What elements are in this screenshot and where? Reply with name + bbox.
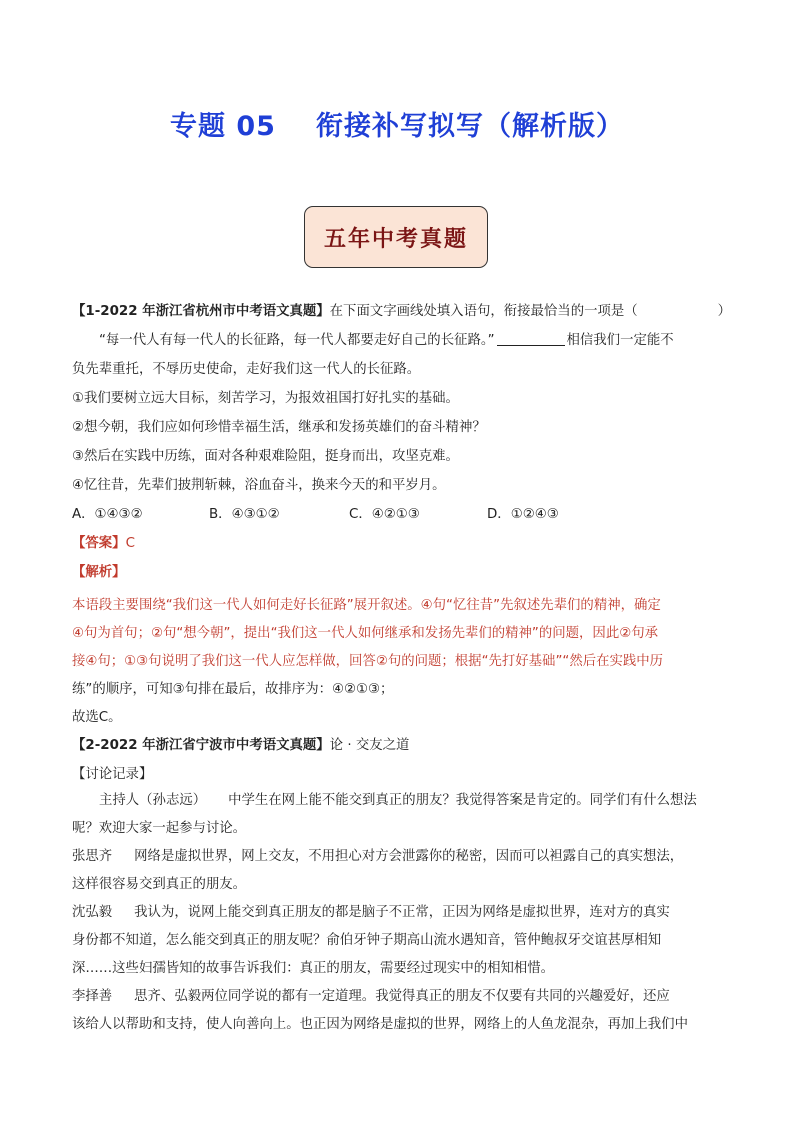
q1-answer xyxy=(72,534,728,554)
speaker-name: 李择善 xyxy=(72,989,113,1004)
q1-item: ④忆往昔，先辈们披荆斩棘，浴血奋斗，换来今天的和平岁月。 xyxy=(72,478,446,493)
answer-label: 【答案】 xyxy=(72,536,126,551)
discussion-entry: 沈弘毅 我认为，说网上能交到真正朋友的都是脑子不正常，正因为网络是虚拟世界，连对方的真实 身份都不知道，怎么能交到真正的朋友呢？俞伯牙钟子期高山流水遇知音，管仲鲍叔牙交谊甚厚相知 深……这些妇孺皆知的故事告诉我们：真正的朋友，需要经过现实中的相知相惜。 xyxy=(72,899,728,983)
title-topic-name: 衔接补写拟写（解析版） xyxy=(315,111,624,142)
discussion-entry: 李择善 思齐、弘毅两位同学说的都有一定道理。我觉得真正的朋友不仅要有共同的兴趣爱好，还应 该给人以帮助和支持，使人向善向上。也正因为网络是虚拟的世界，网络上的人鱼龙混杂，再加上我们中 xyxy=(72,983,728,1039)
analysis-conclusion: 故选C。 xyxy=(72,710,122,725)
analysis-line: 接④句；①③句说明了我们这一代人应怎样做，回答②句的问题；根据“先打好基础”“然后在实践中历 xyxy=(72,654,664,669)
q1-fill-blank xyxy=(497,331,565,346)
page-title xyxy=(0,104,794,143)
q1-passage-continue: 相信我们一定能不 xyxy=(566,333,674,348)
analysis-line: ④句为首句；②句“想今朝”，提出“我们这一代人如何继承和发扬先辈们的精神”的问题，因此②句承 xyxy=(72,626,658,641)
q2-stem xyxy=(72,736,728,756)
q1-option-d: D．①②④③ xyxy=(487,507,559,522)
discussion-entry: 张思齐 网络是虚拟世界，网上交友，不用担心对方会泄露你的秘密，因而可以袒露自己的真实想法， 这样很容易交到真正的朋友。 xyxy=(72,843,728,899)
q1-label: 【1-2022 年浙江省杭州市中考语文真题】 xyxy=(72,304,330,319)
q2-label: 【2-2022 年浙江省宁波市中考语文真题】 xyxy=(72,738,330,753)
q1-item: ②想今朝，我们应如何珍惜幸福生活，继承和发扬英雄们的奋斗精神？ xyxy=(72,420,486,435)
q1-item: ③然后在实践中历练，面对各种艰难险阻，挺身而出，攻坚克难。 xyxy=(72,449,459,464)
q1-option-b: B．④③①② xyxy=(209,507,280,522)
q1-stem-text: 在下面文字画线处填入语句，衔接最恰当的一项是（ xyxy=(329,304,638,319)
discussion-entry: 主持人（孙志远） 中学生在网上能不能交到真正的朋友？我觉得答案是肯定的。同学们有什么想法 呢？欢迎大家一起参与讨论。 xyxy=(72,787,728,843)
title-topic-number: 专题 05 xyxy=(170,111,276,142)
q1-passage-line1 xyxy=(72,331,728,351)
q1-options xyxy=(72,505,728,525)
q2-record-label: 【讨论记录】 xyxy=(72,767,153,782)
q1-option-a: A．①④③② xyxy=(72,507,143,522)
q1-passage-quote: “每一代人有每一代人的长征路，每一代人都要走好自己的长征路。” xyxy=(99,333,495,348)
speaker-name: 主持人（孙志远） xyxy=(99,793,207,808)
q2-topic: 论 · 交友之道 xyxy=(329,738,410,753)
q1-stem-close: ） xyxy=(717,304,732,319)
analysis-line: 本语段主要围绕“我们这一代人如何走好长征路”展开叙述。④句“忆往昔”先叙述先辈们的精神，确定 xyxy=(72,598,661,613)
section-badge: 五年中考真题 xyxy=(304,206,488,268)
speaker-name: 沈弘毅 xyxy=(72,905,113,920)
analysis-line: 练”的顺序，可知③句排在最后，故排序为：④②①③； xyxy=(72,682,394,697)
content xyxy=(72,302,732,1039)
q1-item: ①我们要树立远大目标，刻苦学习，为报效祖国打好扎实的基础。 xyxy=(72,391,459,406)
q1-option-c: C．④②①③ xyxy=(349,507,420,522)
analysis-label: 【解析】 xyxy=(72,565,126,580)
q1-stem xyxy=(72,302,732,322)
analysis-text xyxy=(72,592,728,732)
speaker-name: 张思齐 xyxy=(72,849,113,864)
q1-passage-line2: 负先辈重托，不辱历史使命，走好我们这一代人的长征路。 xyxy=(72,362,421,377)
answer-value: C xyxy=(125,536,135,551)
